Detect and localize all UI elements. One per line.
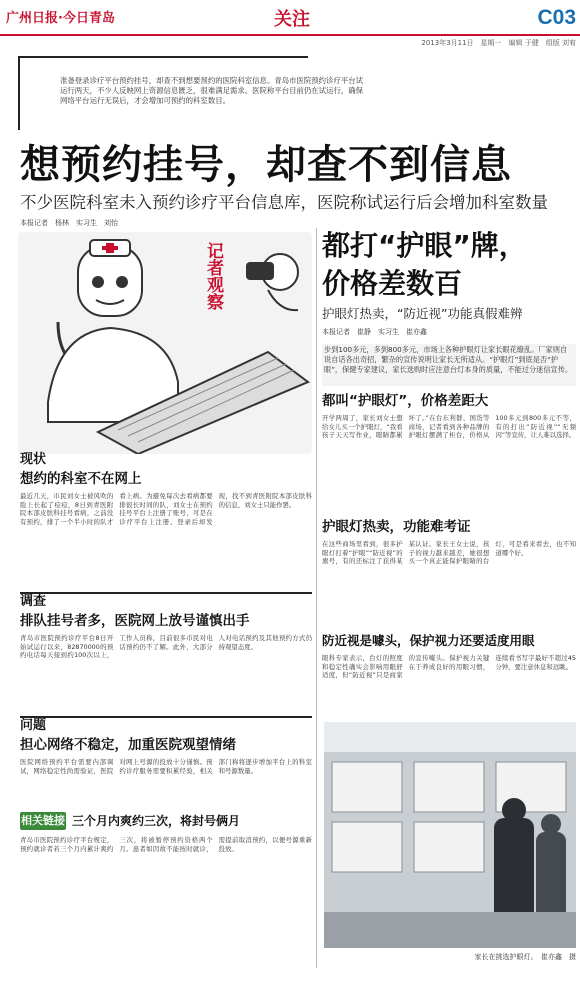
related-link-tag: 相关链接 (20, 812, 66, 830)
frame-top (18, 56, 308, 58)
section-kicker-3: 问题 (20, 718, 47, 733)
right-section-body-1: 开学两周了，家长刘女士想给女儿买一个护眼灯，“我看孩子天天写作业，眼睛都累坏了。”在台东利群、国货等商场，记者看到各种品牌的护眼灯摆满了柜台，价格从100多元到800多元不等，有的打出“防近视”“无频闪”等宣传，让人难以选择。 (322, 414, 576, 440)
right-byline: 本报记者 崔静 实习生 崔亦鑫 (322, 328, 427, 336)
section-kicker-1: 现状 (20, 452, 47, 467)
section-kicker-2: 调查 (20, 594, 47, 609)
doctor-computer-illustration (18, 232, 312, 454)
masthead-rule (0, 34, 580, 36)
section-body-4: 青岛市医院预约诊疗平台规定，预约就诊者若三个月内累计爽约三次，将被暂停预约资格两个月。患者如因故不能按时就诊，需提前取消预约，以便号源重新投放。 (20, 836, 312, 853)
section-title-4: 三个月内爽约三次，将封号俩月 (72, 814, 241, 828)
section-title-3: 担心网络不稳定，加重医院观望情绪 (20, 737, 236, 753)
page-code: C03 (537, 6, 576, 29)
right-section-title-3: 防近视是噱头，保护视力还要适度用眼 (322, 633, 535, 648)
section-body-3: 医院网络预约平台需要内部调试，网络稳定性尚需验证，医院对网上号源的投放十分谨慎。预约诊疗服务需要积累经验，相关部门称将逐步增加平台上的科室和号源数量。 (20, 758, 312, 775)
frame-left (18, 56, 20, 130)
issue-meta: 2013年3月11日 星期一 编辑 于健 组版 刘宥 (421, 39, 576, 47)
right-section-body-2: 在这些商场里看到，很多护眼灯打着“护眼”“防近视”的旗号，有的还标注了获得某某认证。家长王女士说，孩子的视力越来越差，她很想买一个真正能保护眼睛的台灯，可是看来看去，也不知道哪个好。 (322, 540, 576, 566)
story-lead: 准备登录诊疗平台预约挂号，却查不到想要预约的医院科室信息。青岛市医院预约诊疗平台试运行两天，不少人反映网上资源信息匮乏，很难满足需求。医院称平台目前仍在试运行，确保网络平台运行无误后，才会增加可预约的科室数目。 (60, 76, 364, 105)
shop-photo (324, 722, 576, 948)
right-headline-line2: 价格差数百 (322, 267, 463, 300)
newspaper-logo: 广州日报·今日青岛 (6, 11, 115, 26)
main-headline: 想预约挂号，却查不到信息 (20, 142, 512, 188)
section-body-2: 青岛市医院预约诊疗平台8日开始试运行以来，82870000的预约电话每天接到约100次以上，工作人员称，目前很多市民对电话预约仍不了解。此外，大部分人对电话预约及其他预约方式仍持观望态度。 (20, 634, 312, 660)
main-subtitle: 不少医院科室未入预约诊疗平台信息库，医院称试运行后会增加科室数量 (20, 193, 548, 212)
reporter-observation-stamp: 记者观察 (203, 242, 223, 310)
section-title-1: 想约的科室不在网上 (20, 471, 142, 487)
main-byline: 本报记者 杨林 实习生 刘怡 (20, 219, 118, 227)
right-subtitle: 护眼灯热卖，“防近视”功能真假难辨 (322, 306, 523, 321)
right-section-title-1: 都叫“护眼灯”，价格差距大 (322, 393, 489, 409)
section-title-2: 排队挂号者多，医院网上放号谨慎出手 (20, 613, 250, 629)
right-section-title-2: 护眼灯热卖，功能难考证 (322, 519, 471, 535)
lamp-shop-drawing (324, 722, 576, 948)
photo-caption: 家长在挑选护眼灯。 崔亦鑫 摄 (474, 953, 576, 961)
right-section-body-3: 眼科专家表示，台灯的照度和稳定性确实会影响用眼舒适度，但“防近视”只是商家的宣传噱头。保护视力关键在于养成良好的用眼习惯，连续看书写字最好不超过45分钟，要注意休息和远眺。 (322, 654, 576, 680)
right-headline-line1: 都打“护眼”牌， (322, 229, 527, 262)
column-divider (316, 228, 317, 968)
section-title: 关注 (274, 9, 310, 30)
section-body-1: 最近几天，市民刘女士被风吹的脸上长起了痘痘，8日到青医附院本部皮肤科挂号看病，之前没有预约，排了一个半小时的队才看上病。为避免每次去看病都要排很长时间的队，刘女士在预约挂号平台上注册了账号，可是在诊疗平台上注册、登录后却发现，找不到青医附院本部皮肤科的信息，刘女士只能作罢。 (20, 492, 312, 526)
right-lead: 步到100多元，多到800多元，市场上各种护眼灯让家长眼花缭乱。厂家则自说自话各出奇招，繁杂的宣传说明让家长无所适从。“护眼灯”到底是否“护眼”，保健专家建议，家长选购时应注意台灯本身的质量，不能过分迷信宣传。 (322, 344, 576, 386)
doctor-laptop-drawing (18, 232, 312, 454)
